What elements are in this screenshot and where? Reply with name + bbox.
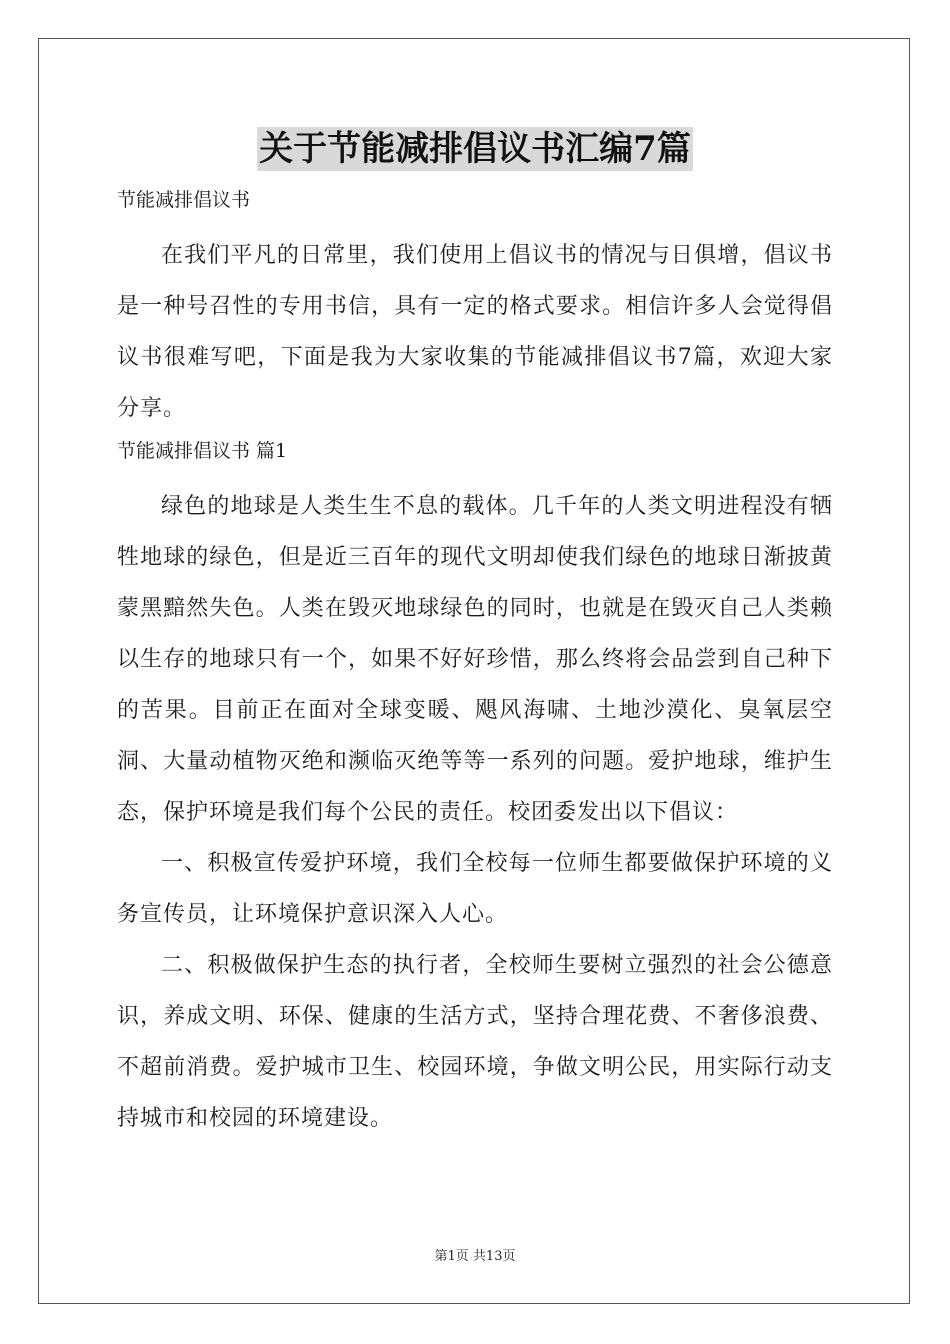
title-container bbox=[0, 127, 950, 171]
body-paragraph: 二、积极做保护生态的执行者，全校师生要树立强烈的社会公德意识，养成文明、环保、健康的生活方式，坚持合理花费、不奢侈浪费、不超前消费。爱护城市卫生、校园环境，争做文明公民，用实际行动支持城市和校园的环境建设。 bbox=[117, 953, 833, 1131]
intro-heading: 节能减排倡议书 bbox=[117, 189, 251, 211]
document-body bbox=[117, 183, 833, 1144]
intro-paragraph: 在我们平凡的日常里，我们使用上倡议书的情况与日俱增，倡议书是一种号召性的专用书信，具有一定的格式要求。相信许多人会觉得倡议书很难写吧，下面是我为大家收集的节能减排倡议书7篇，欢迎大家分享。 bbox=[117, 243, 833, 421]
document-title: 关于节能减排倡议书汇编7篇 bbox=[259, 129, 691, 169]
section-heading: 节能减排倡议书 篇1 bbox=[117, 440, 288, 462]
page-footer: 第1页 共13页 bbox=[434, 1249, 516, 1264]
body-paragraph: 绿色的地球是人类生生不息的载体。几千年的人类文明进程没有牺牲地球的绿色，但是近三百年的现代文明却使我们绿色的地球日渐披黄蒙黑黯然失色。人类在毁灭地球绿色的同时，也就是在毁灭自己人类赖以生存的地球只有一个，如果不好好珍惜，那么终将会品尝到自己种下的苦果。目前正在面对全球变暖、飓风海啸、土地沙漠化、臭氧层空洞、大量动植物灭绝和濒临灭绝等等一系列的问题。爱护地球，维护生态，保护环境是我们每个公民的责任。校团委发出以下倡议： bbox=[117, 494, 833, 825]
body-paragraph: 一、积极宣传爱护环境，我们全校每一位师生都要做保护环境的义务宣传员，让环境保护意识深入人心。 bbox=[117, 851, 833, 927]
